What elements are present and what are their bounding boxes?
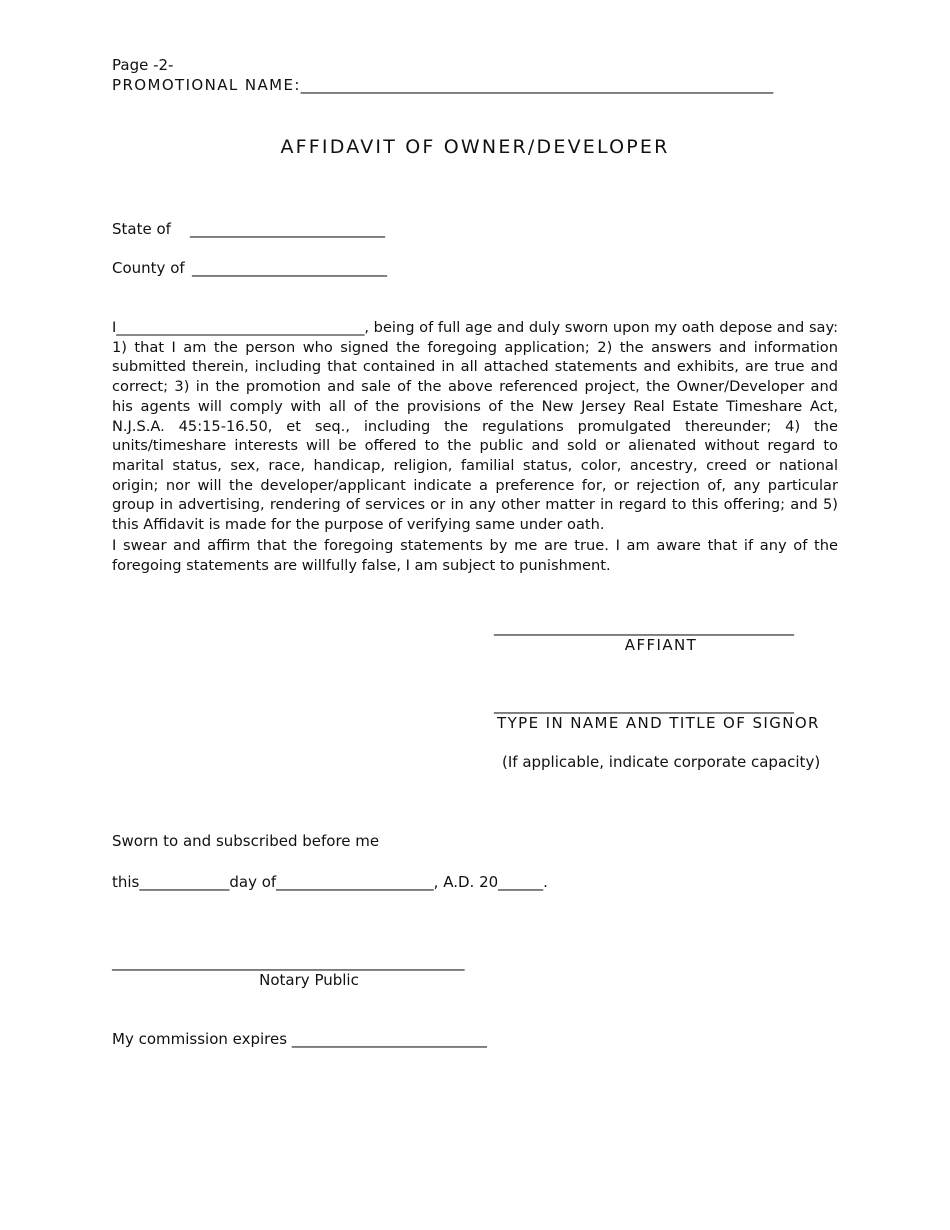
affiant-signature-line[interactable]: ________________________________________ [494,618,794,636]
page-number: Page -2- [112,56,174,74]
affidavit-paragraph-2: I swear and affirm that the foregoing statements by me are true. I am aware that if any of the foregoing statements are willfully false, I am subject to punishment. [112,537,838,574]
promotional-name-row [112,76,773,94]
affidavit-paragraph-1: I__________________________________, being of full age and duly sworn upon my oath depose and say: 1) that I am the person who signed the foregoing application; 2) the answers and information submitted therein, including that contained in all attached statements and exhibits, are true and correct; 3) in the promotion and sale of the above referenced project, the Owner/Developer and his agents will comply with all of the provisions of the New Jersey Real Estate Timeshare Act, N.J.S.A. 45:15-16.50, et seq., including the regulations promulgated thereunder; 4) the units/timeshare interests will be offered to the public and sold or alienated without regard to marital status, sex, race, handicap, religion, familial status, color, ancestry, creed or national origin; nor will the developer/applicant indicate a preference for, or rejection of, any particular group in advertising, rendering of services or in any other matter in regard to this offering; and 5) this Affidavit is made for the purpose of verifying same under oath. [112,319,838,534]
state-blank[interactable]: __________________________ [190,220,385,238]
county-blank[interactable]: __________________________ [192,259,387,277]
state-row [112,220,171,238]
affiant-label: AFFIANT [624,636,698,654]
signor-name-label: TYPE IN NAME AND TITLE OF SIGNOR [497,714,820,732]
document-title: AFFIDAVIT OF OWNER/DEVELOPER [280,136,670,158]
corporate-capacity-note: (If applicable, indicate corporate capacity) [502,753,821,771]
sworn-text: Sworn to and subscribed before me [112,832,380,850]
promotional-name-blank[interactable]: _______________________________________________________________ [300,76,774,94]
signor-name-line[interactable]: ________________________________________ [494,696,794,714]
state-label: State of [112,220,171,238]
promotional-name-label: PROMOTIONAL NAME: [112,76,301,94]
notary-signature-line[interactable]: _______________________________________________ [112,953,465,971]
county-label: County of [112,259,185,277]
commission-row [112,1030,487,1048]
notary-public-label: Notary Public [259,971,359,989]
sworn-date-line[interactable]: this____________day of_____________________, A.D. 20______. [112,873,548,891]
commission-label: My commission expires [112,1030,288,1048]
county-row [112,259,185,277]
commission-blank[interactable]: __________________________ [291,1030,487,1048]
